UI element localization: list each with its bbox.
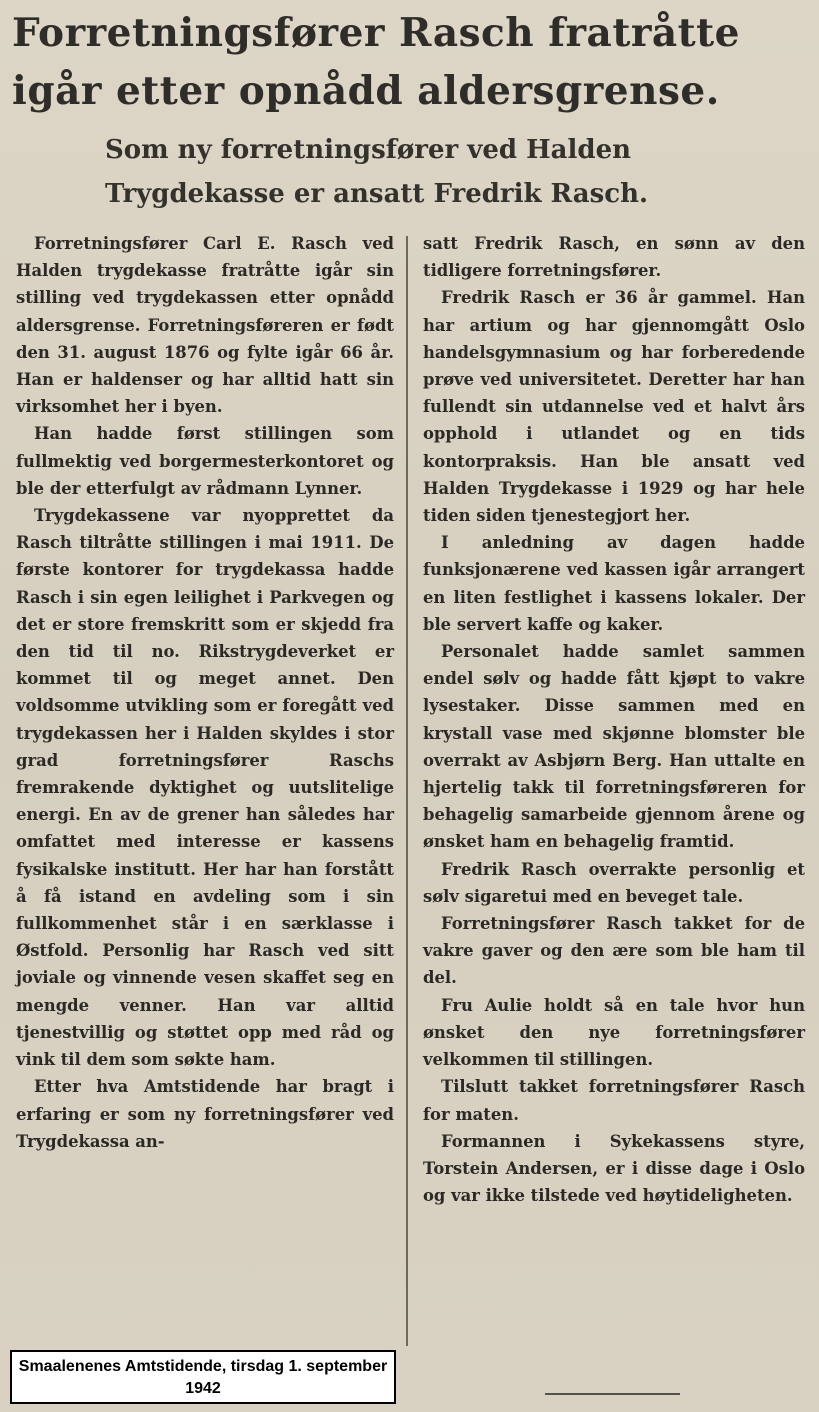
column-divider [406,236,408,1346]
paragraph: satt Fredrik Rasch, en sønn av den tidligere forretningsfører. [423,234,805,281]
end-rule [545,1393,680,1395]
left-column [16,230,394,1155]
paragraph: Forretningsfører Carl E. Rasch ved Halden trygdekasse fratråtte igår sin stilling ved trygdekassen etter opnådd aldersgrense. Forretningsføreren er født den 31. august 1876 og fylte igår 66 år. Han er haldenser og har alltid hatt sin virksomhet her i byen. [16,234,394,417]
paragraph: Fredrik Rasch overrakte personlig et sølv sigaretui med en beveget tale. [423,859,805,906]
paragraph: Fru Aulie holdt så en tale hvor hun ønsket den nye forretningsfører velkommen til stillingen. [423,995,805,1070]
subheadline: Som ny forretningsfører ved Halden Trygdekasse er ansatt Fredrik Rasch. [105,135,649,209]
paragraph: Tilslutt takket forretningsfører Rasch for maten. [423,1077,805,1124]
paragraph: Han hadde først stillingen som fullmektig ved borgermesterkontoret og ble der etterfulgt av rådmann Lynner. [16,424,394,498]
paragraph: Formannen i Sykekassens styre, Torstein Andersen, er i disse dage i Oslo og var ikke tilstede ved høytideligheten. [423,1131,805,1206]
headline: Forretningsfører Rasch fratråtte igår etter opnådd aldersgrense. [12,10,740,114]
paragraph: Trygdekassene var nyopprettet da Rasch tiltråtte stillingen i mai 1911. De første kontorer for trygdekassa hadde Rasch i sin egen leilighet i Parkvegen og det er store fremskritt som er skjedd fra den tid til no. Rikstrygdeverket er kommet til og meget annet. Den voldsomme utvikling som er foregått ved trygdekassen her i Halden skyldes i stor grad forretningsfører Raschs fremrakende dyktighet og uutslitelige energi. En av de grener han således har omfattet med interesse er kassens fysikalske institutt. Her har han forstått å få istand en avdeling som i sin fullkommenhet står i en særklasse i Østfold. Personlig har Rasch ved sitt joviale og vinnende vesen skaffet seg en mengde venner. Han var alltid tjenestvillig og støttet opp med råd og vink til dem som søkte ham. [16,506,394,1070]
paragraph: Forretningsfører Rasch takket for de vakre gaver og den ære som ble ham til del. [423,914,805,988]
paragraph: Etter hva Amtstidende har bragt i erfaring er som ny forretningsfører ved Trygdekassa an- [16,1077,394,1151]
source-caption: Smaalenenes Amtstidende, tirsdag 1. september 1942 [10,1350,396,1404]
paragraph: Personalet hadde samlet sammen endel sølv og hadde fått kjøpt to vakre lysestaker. Disse sammen med en krystall vase med skjønne blomster ble overrakt av Asbjørn Berg. Han uttalte en hjertelig takk til forretningsføreren for behagelig samarbeide gjennom årene og ønsket ham en behagelig framtid. [423,642,805,852]
paragraph: I anledning av dagen hadde funksjonærene ved kassen igår arrangert en liten festlighet i kassens lokaler. Der ble servert kaffe og kaker. [423,533,805,634]
paragraph: Fredrik Rasch er 36 år gammel. Han har artium og har gjennomgått Oslo handelsgymnasium og har forberedende prøve ved universitetet. Deretter har han fullendt sin utdannelse ved et halvt års opphold i utlandet og en tids kontorpraksis. Han ble ansatt ved Halden Trygdekasse i 1929 og har hele tiden siden tjenestegjort her. [423,288,805,526]
right-column [423,230,805,1209]
